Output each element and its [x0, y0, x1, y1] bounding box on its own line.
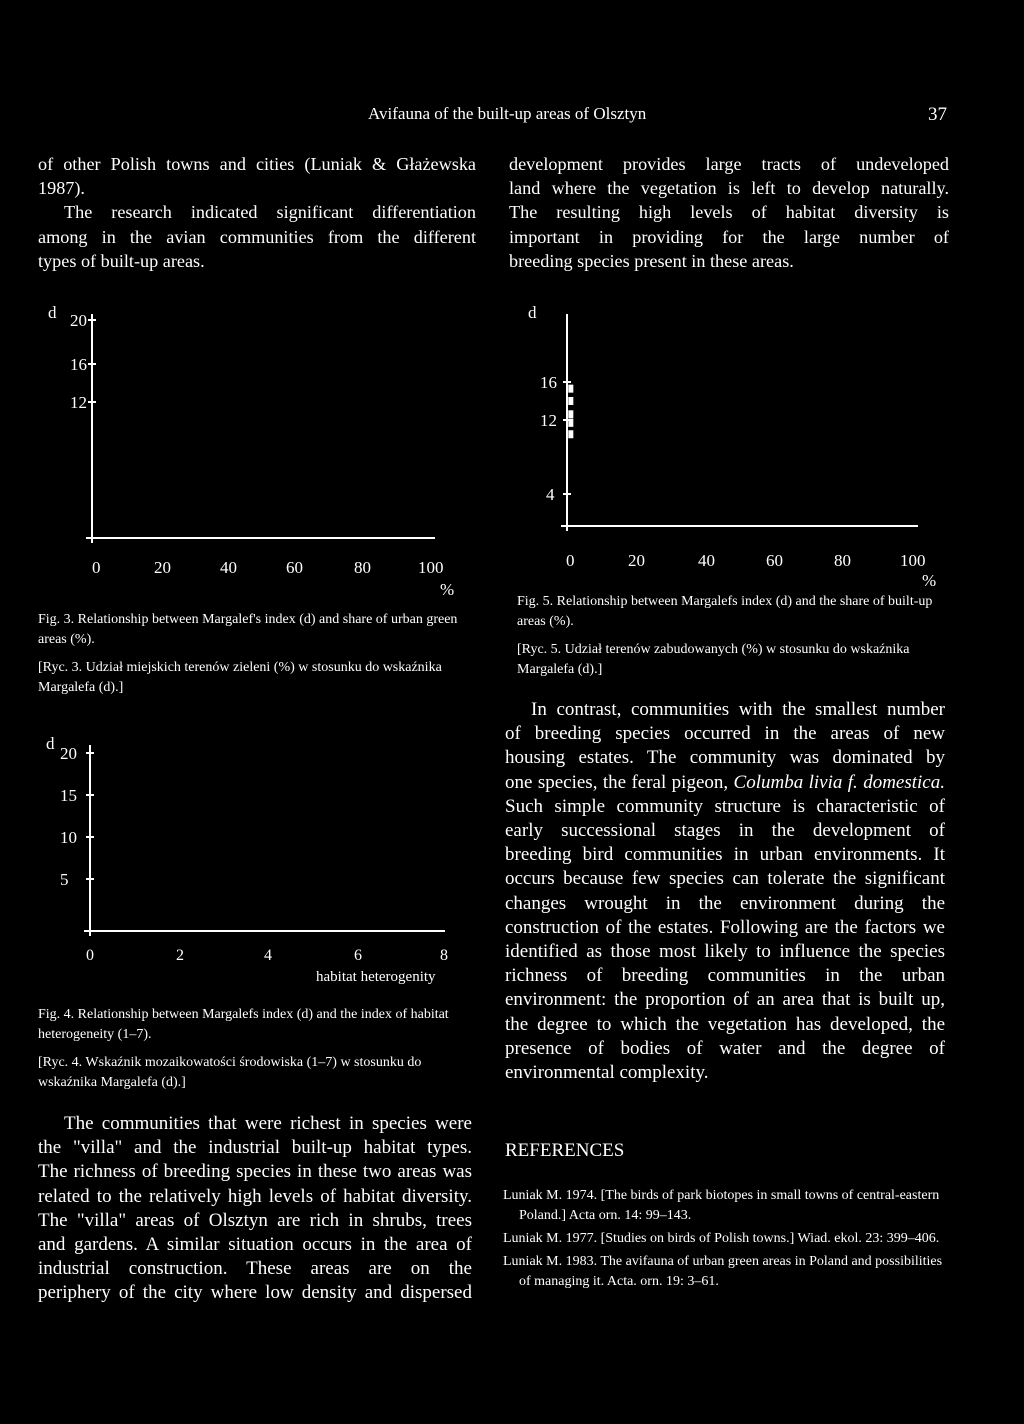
text-span: one species, the feral pigeon,: [505, 771, 734, 793]
x-tick-label: 80: [354, 558, 371, 577]
x-tick-label: 60: [286, 558, 303, 577]
text-line: In contrast, communities with the smallest number: [531, 699, 945, 720]
fig5-chart: [510, 290, 950, 600]
reference-item: Luniak M. 1977. [Studies on birds of Polish towns.] Wiad. ekol. 23: 399–406.: [503, 1231, 940, 1246]
text-line: periphery of the city where low density and dispersed: [38, 1282, 472, 1304]
text-line: of other Polish towns and cities (Luniak & Głażewska: [38, 154, 476, 174]
fig5-xlabel: %: [922, 571, 937, 590]
text-line: The richness of breeding species in these two areas was: [38, 1161, 472, 1183]
x-tick-label: 40: [220, 558, 237, 577]
fig4-ylabel: d: [46, 734, 55, 753]
x-tick-label: 0: [92, 558, 101, 577]
caption-en: Fig. 3. Relationship between Margalef's index (d) and share of urban green areas (%).: [38, 612, 458, 647]
text-line: occurs because few species can tolerate the significant: [505, 868, 945, 890]
x-tick-label: 0: [86, 947, 94, 964]
x-tick-label: 100: [900, 551, 926, 570]
x-tick-label: 0: [566, 551, 575, 570]
fig3-ylabel: d: [48, 303, 57, 322]
fig4-xlabel: habitat heterogenity: [316, 969, 436, 985]
text-line: the "villa" and the industrial built-up habitat types.: [38, 1137, 472, 1159]
text-line: early successional stages in the development of: [505, 820, 945, 842]
x-tick-label: 80: [834, 551, 851, 570]
text-line: construction of the estates. Following are the factors we: [505, 916, 945, 938]
x-tick-label: 8: [440, 947, 448, 964]
text-line: [505, 771, 945, 795]
text-line: types of built-up areas.: [38, 250, 205, 271]
text-line: identified as those most likely to influence the species: [505, 941, 945, 963]
running-title: Avifauna of the built-up areas of Olsztyn: [368, 104, 647, 123]
y-tick-label: 12: [540, 411, 557, 430]
right-top-text: [509, 152, 949, 273]
text-line: changes wrought in the environment during the: [505, 892, 945, 914]
text-line: 1987).: [38, 178, 85, 199]
data-point: [568, 410, 573, 418]
page-number: 37: [928, 104, 947, 125]
x-tick-label: 20: [628, 551, 645, 570]
caption-pl: [Ryc. 5. Udział terenów zabudowanych (%) w stosunku do wskaźnika Margalefa (d).]: [517, 642, 910, 677]
y-tick-label: 4: [546, 485, 555, 504]
y-tick-label: 5: [60, 870, 69, 889]
text-line: The "villa" areas of Olsztyn are rich in shrubs, trees: [38, 1209, 472, 1231]
text-line: The resulting high levels of habitat diversity is: [509, 202, 949, 223]
text-line: among in the avian communities from the different: [38, 226, 476, 247]
fig5-ylabel: d: [528, 303, 537, 322]
text-line: breeding species present in these areas.: [509, 250, 794, 271]
x-tick-label: 40: [698, 551, 715, 570]
text-line: environmental complexity.: [505, 1062, 709, 1084]
text-line: The research indicated significant differentiation: [64, 202, 476, 223]
y-tick-label: 16: [540, 373, 557, 392]
x-tick-label: 60: [766, 551, 783, 570]
text-line: environment: the proportion of an area that is built up,: [505, 989, 945, 1011]
data-point: [568, 430, 573, 438]
left-top-text: [38, 152, 476, 273]
text-line: Such simple community structure is characteristic of: [505, 795, 945, 817]
text-line: land where the vegetation is left to develop naturally.: [509, 178, 949, 199]
text-line: housing estates. The community was dominated by: [505, 747, 945, 769]
fig3-caption: [38, 610, 468, 706]
text-line: development provides large tracts of undeveloped: [509, 154, 949, 174]
x-tick-label: 20: [154, 558, 171, 577]
x-tick-label: 100: [418, 558, 444, 577]
x-tick-label: 4: [264, 947, 272, 964]
text-line: industrial construction. These areas are on the: [38, 1258, 472, 1280]
data-point: [568, 397, 573, 405]
reference-item: Luniak M. 1974. [The birds of park biotopes in small towns of central-eastern Poland.] Acta orn. 14: 99–143.: [503, 1188, 940, 1223]
caption-pl: [Ryc. 3. Udział miejskich terenów zieleni (%) w stosunku do wskaźnika Margalefa (d).]: [38, 660, 442, 695]
left-bottom-text: [38, 1112, 472, 1306]
text-line: the degree to which the vegetation has developed, the: [505, 1013, 945, 1035]
x-tick-label: 2: [176, 947, 184, 964]
references-heading: REFERENCES: [505, 1140, 625, 1161]
text-line: breeding bird communities in urban environments. It: [505, 844, 945, 866]
y-tick-label: 15: [60, 786, 77, 805]
y-tick-label: 16: [70, 355, 87, 374]
fig4-caption: [38, 1005, 468, 1101]
text-line: richness of breeding communities in the urban: [505, 965, 945, 987]
x-tick-label: 6: [354, 947, 362, 964]
caption-pl: [Ryc. 4. Wskaźnik mozaikowatości środowiska (1–7) w stosunku do wskaźnika Margalefa (d).]: [38, 1055, 422, 1090]
text-line: The communities that were richest in species were: [64, 1113, 472, 1134]
reference-item: Luniak M. 1983. The avifauna of urban green areas in Poland and possibilities of managing it. Acta. orn. 19: 3–61.: [503, 1254, 943, 1289]
caption-en: Fig. 5. Relationship between Margalefs index (d) and the share of built-up areas (%).: [517, 594, 933, 629]
data-point: [568, 385, 573, 393]
text-line: related to the relatively high levels of habitat diversity.: [38, 1185, 472, 1207]
text-line: presence of bodies of water and the degree of: [505, 1037, 945, 1059]
fig3-chart: [30, 290, 460, 610]
references-list: [503, 1186, 951, 1295]
fig4-chart: [30, 725, 460, 985]
species-name: Columba livia f. domestica.: [733, 771, 945, 793]
fig3-xlabel: %: [440, 580, 455, 599]
fig5-data-points: [568, 385, 573, 439]
text-line: of breeding species occurred in the areas of new: [505, 723, 945, 745]
fig5-caption: [517, 592, 949, 688]
caption-en: Fig. 4. Relationship between Margalefs index (d) and the index of habitat heterogeneity (1–7).: [38, 1007, 449, 1042]
y-tick-label: 10: [60, 828, 77, 847]
y-tick-label: 20: [70, 311, 87, 330]
right-mid-text: [505, 698, 945, 1085]
data-point: [568, 419, 573, 427]
text-line: and gardens. A similar situation occurs in the area of: [38, 1234, 472, 1256]
y-tick-label: 12: [70, 393, 87, 412]
y-tick-label: 20: [60, 744, 77, 763]
text-line: important in providing for the large number of: [509, 226, 949, 247]
